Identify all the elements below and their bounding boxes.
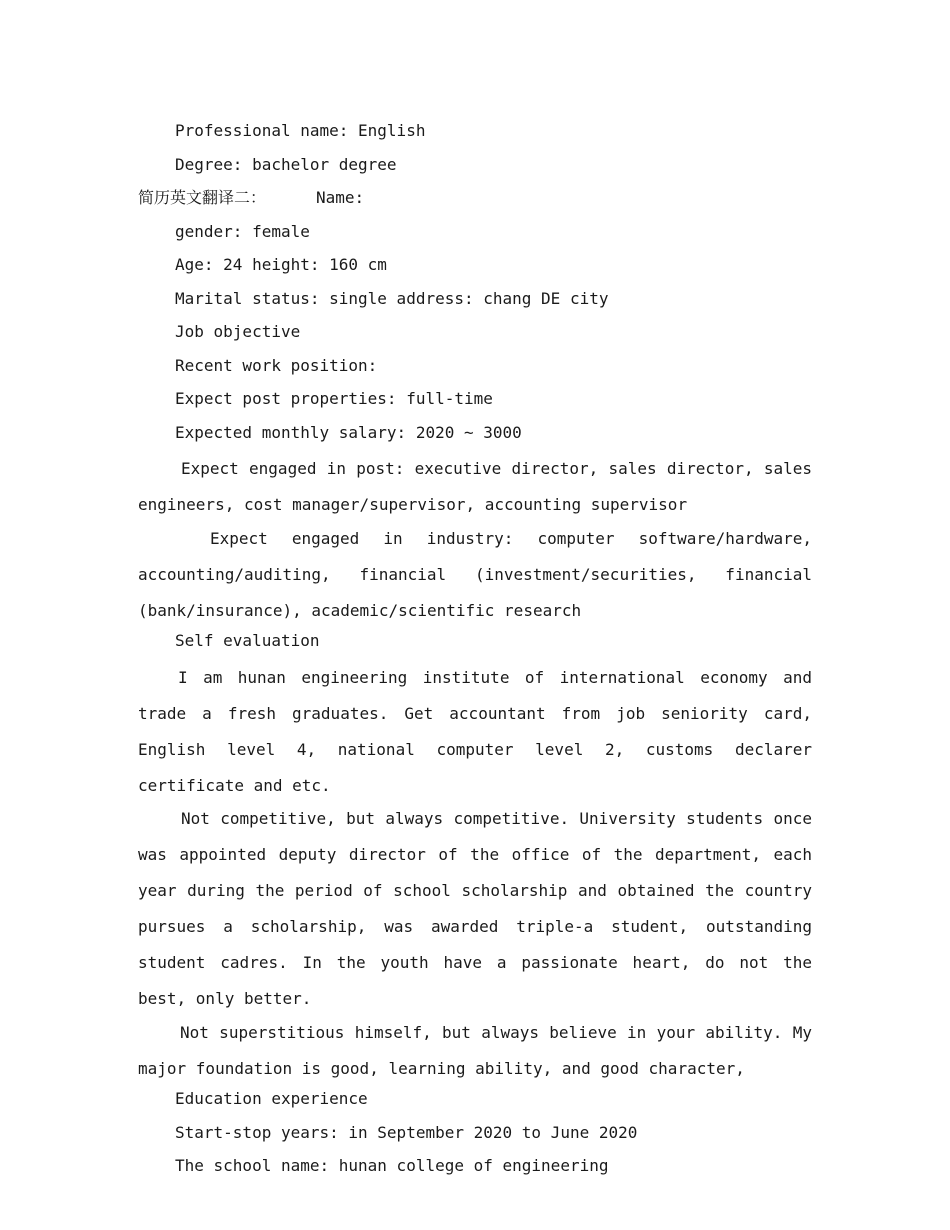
degree-line: Degree: bachelor degree <box>175 154 397 174</box>
resume-body <box>138 116 812 1185</box>
section-heading-line <box>138 183 812 217</box>
self-evaluation-paragraph-1: I am hunan engineering institute of international economy and trade a fresh graduates. Get accountant from job seniority card, English level 4, national computer level 2, customs declarer certificate and etc. <box>138 667 812 795</box>
expect-industry-paragraph: Expect engaged in industry: computer software/hardware, accounting/auditing, financial (investment/securities, financial (bank/insurance), academic/scientific research <box>138 528 812 620</box>
section-title-chinese: 简历英文翻译二： <box>138 188 267 207</box>
name-label: Name: <box>316 188 365 207</box>
age-height-line: Age: 24 height: 160 cm <box>175 255 387 274</box>
monthly-salary-line: Expected monthly salary: 2020 ~ 3000 <box>175 422 522 442</box>
job-objective-heading: Job objective <box>175 322 301 341</box>
self-evaluation-heading: Self evaluation <box>175 631 320 650</box>
expect-post-paragraph: Expect engaged in post: executive director, sales director, sales engineers, cost manager/supervisor, accounting supervisor <box>138 459 812 514</box>
recent-position-line: Recent work position: <box>175 355 378 375</box>
education-experience-heading: Education experience <box>175 1089 368 1108</box>
gender-line: gender: female <box>175 221 310 241</box>
school-name-line: The school name: hunan college of engineering <box>175 1156 609 1175</box>
marital-address-line: Marital status: single address: chang DE city <box>175 288 609 308</box>
self-evaluation-paragraph-2: Not competitive, but always competitive. University students once was appointed deputy director of the office of the department, each year during the period of school scholarship and obtained the country pursues a scholarship, was awarded triple-a student, outstanding student cadres. In the youth have a passionate heart, do not the best, only better. <box>138 809 812 1008</box>
start-stop-years-line: Start-stop years: in September 2020 to June 2020 <box>175 1122 638 1142</box>
post-properties-line: Expect post properties: full-time <box>175 389 493 408</box>
self-evaluation-paragraph-3: Not superstitious himself, but always believe in your ability. My major foundation is good, learning ability, and good character, <box>138 1022 812 1078</box>
professional-name-line: Professional name: English <box>175 121 426 140</box>
